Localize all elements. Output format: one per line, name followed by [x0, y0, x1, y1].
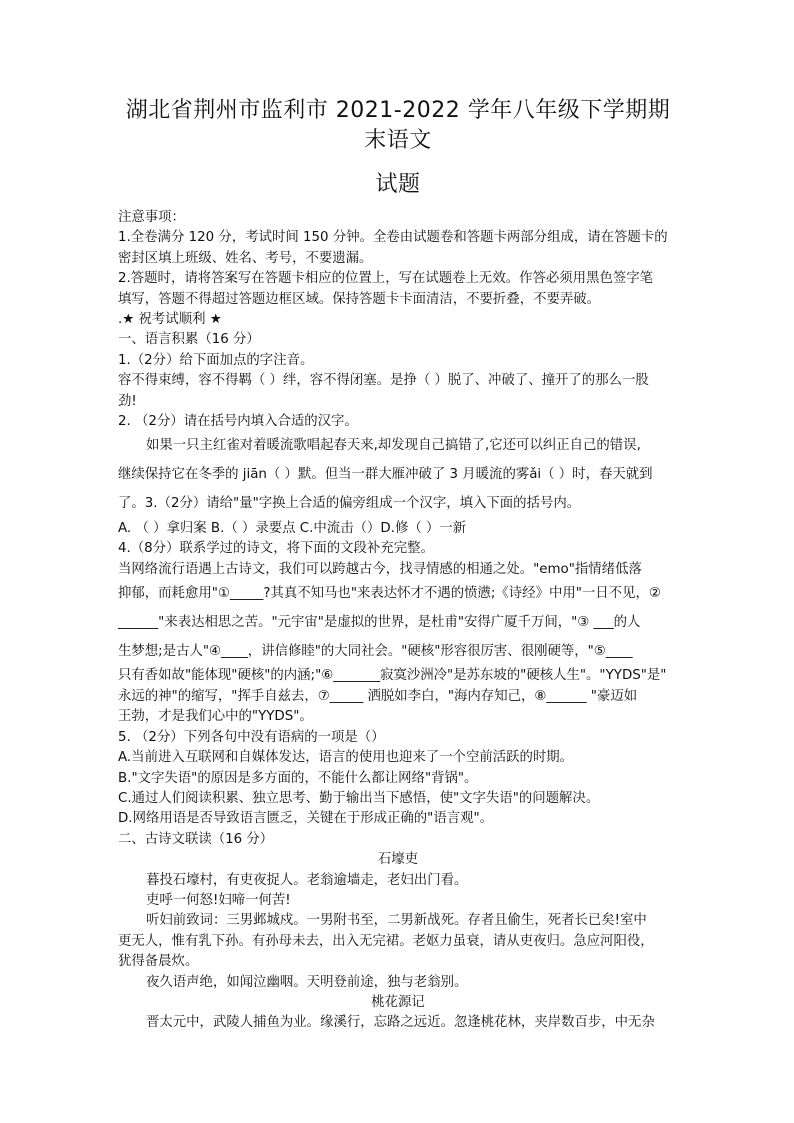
question-4-text-6: 永远的神"的缩写，"挥手自兹去，⑦_____ 洒脱如李白，"海内存知己，⑧______ "豪迈如 — [118, 688, 638, 704]
poem-line-4: 夜久语声绝，如闻泣幽咽。天明登前途，独与老翁别。 — [146, 974, 468, 990]
question-1: 1.（2分）给下面加点的字注音。 — [118, 352, 314, 368]
poem-line-1: 暮投石壕村，有吏夜捉人。老翁逾墙走，老妇出门看。 — [146, 872, 468, 888]
good-luck-line: .★ 祝考试顺利 ★ — [118, 312, 222, 328]
question-1-text: 容不得束缚，容不得羁（ ）绊，容不得闭塞。是挣（ ）脱了、冲破了、撞开了的那么一股 — [118, 373, 649, 389]
section-heading-2: 二、古诗文联读（16 分） — [118, 831, 274, 847]
question-2: 2. （2分）请在括号内填入合适的汉字。 — [118, 414, 358, 430]
notice-item-2-cont: 填写，答题不得超过答题边框区域。保持答题卡卡面清洁，不要折叠，不要弄破。 — [118, 291, 601, 307]
question-5-option-a: A.当前进入互联网和自媒体发达，语言的使用也迎来了一个空前活跃的时期。 — [118, 750, 574, 766]
question-4-text-4: 生梦想;是古人"④____，讲信修睦"的大同社会。"硬核"形容很厉害、很刚硬等，"⑤____ — [118, 643, 633, 659]
poem-line-2: 吏呼一何怒!妇啼一何苦! — [146, 892, 291, 908]
poem-line-3-end: 犹得备晨炊。 — [118, 954, 199, 970]
question-4-text-3: ______"来表达相思之苦。"元宇宙"是虚拟的世界，是杜甫"安得广厦千万间，"③ ___的人 — [118, 614, 641, 630]
poem-line-3: 听妇前致词：三男邺城戍。一男附书至，二男新战死。存者且偷生，死者长已矣!室中 — [146, 913, 647, 929]
question-2-text: 如果一只主红雀对着暖流歌唱起春天来,却发现自己搞错了,它还可以纠正自己的错误, — [146, 438, 641, 454]
question-3: 了。3.（2分）请给"量"字换上合适的偏旁组成一个汉字，填入下面的括号内。 — [118, 496, 581, 512]
question-4-text-5: 只有香如故"能体现"硬核"的内涵;"⑥_______寂寞沙洲冷"是苏东坡的"硬核人生"。"YYDS"是" — [118, 668, 667, 684]
prose-line-1: 晋太元中，武陵人捕鱼为业。缘溪行，忘路之远近。忽逢桃花林，夹岸数百步，中无杂 — [146, 1015, 655, 1031]
question-4: 4.（8分）联系学过的诗文，将下面的文段补充完整。 — [118, 541, 434, 557]
question-4-text-2: 抑郁，而耗愈用"①_____?其真不知马也"来表达怀才不遇的愤懑;《诗经》中用"一日不见，② — [118, 586, 661, 602]
poem-line-3-cont: 更无人，惟有乳下孙。有孙母未去，出入无完裙。老妪力虽衰，请从吏夜归。急应河阳役， — [118, 933, 654, 949]
question-4-text-1: 当网络流行语遇上古诗文，我们可以跨越古今，找寻情感的相通之处。"emo"指情绪低落 — [118, 561, 642, 577]
notice-item-1: 1.全卷满分 120 分，考试时间 150 分钟。全卷由试题卷和答题卡两部分组成，请在答题卡的 — [118, 230, 668, 246]
notice-item-2: 2.答题时，请将答案写在答题卡相应的位置上，写在试题卷上无效。作答必须用黑色签字笔 — [118, 271, 654, 287]
poem-title-shihaoli: 石壕吏 — [377, 852, 419, 868]
question-4-text-7: 王勃，才是我们心中的"YYDS"。 — [118, 709, 313, 725]
question-5-option-d: D.网络用语是否导致语言匮乏，关键在于形成正确的"语言观"。 — [118, 811, 494, 827]
question-2-text-cont: 继续保持它在冬季的 jiān（ ）默。但当一群大雁冲破了 3 月暖流的雾ǎi（ ）时，春天就到 — [118, 467, 653, 483]
question-3-options: A. （ ）拿归案 B.（ ）录要点 C.中流击（）D.修（ ）一新 — [118, 520, 467, 536]
page-title: 湖北省荆州市监利市 2021-2022 学年八年级下学期期末语文 — [125, 98, 671, 153]
question-5-option-b: B."文字失语"的原因是多方面的，不能什么都让网络"背锅"。 — [118, 770, 478, 786]
notice-item-1-cont: 密封区填上班级、姓名、考号，不要遗漏。 — [118, 250, 373, 266]
question-5-option-c: C.通过人们阅读积累、独立思考、勤于输出当下感悟，使"文字失语"的问题解决。 — [118, 790, 600, 806]
question-5: 5. （2分）下列各句中没有语病的一项是（） — [118, 729, 385, 745]
question-1-text-cont: 劲! — [118, 393, 137, 409]
prose-title-taohuayuanji: 桃花源记 — [371, 994, 425, 1010]
section-heading-1: 一、语言积累（16 分） — [118, 332, 260, 348]
notice-heading: 注意事项： — [118, 210, 185, 225]
page-title-continued: 试题 — [375, 172, 421, 197]
